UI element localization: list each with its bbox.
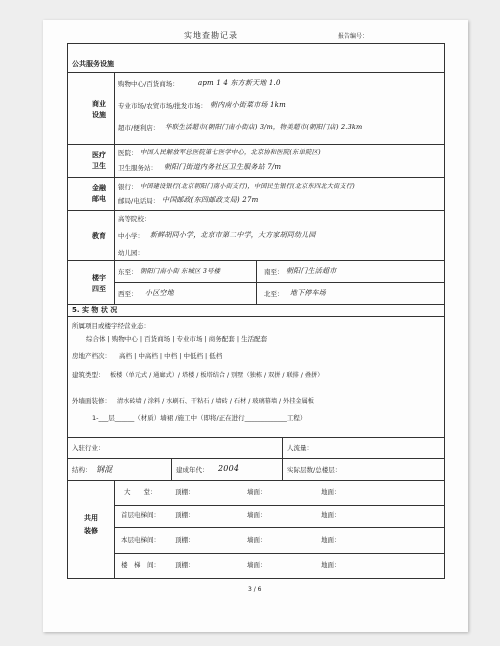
decoration-row-name: 大 堂： (124, 488, 157, 496)
kindergarten-label: 幼儿园： (118, 249, 144, 257)
facade-label: 外墙面装修： (72, 397, 111, 405)
school-value: 新鲜胡同小学，北京市第二中学，大方家胡同幼儿园 (150, 231, 316, 239)
section-title-physical: 5. 实 物 状 况 (72, 306, 118, 314)
south-label: 南至： (264, 268, 284, 276)
grade-options: 高档 | 中高档 | 中档 | 中低档 | 低档 (119, 352, 223, 360)
year-value: 2004 (218, 464, 240, 473)
page-title: 实地查勘记录 (184, 31, 238, 40)
north-value: 地下停车场 (290, 289, 326, 297)
table-rule (282, 437, 283, 458)
table-rule (67, 480, 445, 481)
decoration-ceiling-label: 顶棚： (175, 488, 195, 496)
table-rule (67, 177, 445, 178)
table-rule (67, 210, 445, 211)
mall-value: apm 1 4 东方新天地 1.0 (198, 79, 281, 87)
market-value: 朝内南小街菜市场 1km (210, 101, 286, 109)
decoration-floor-label: 地面： (321, 488, 341, 496)
floors-label: 实际层数/总楼层： (287, 466, 342, 474)
surroundings-category-label: 楼宇四至 (92, 274, 106, 293)
decoration-floor-label: 地面： (321, 511, 341, 519)
table-rule (171, 458, 172, 480)
traffic-label: 人流量： (287, 444, 313, 452)
clinic-label: 卫生服务站： (118, 164, 157, 172)
project-label: 所属项目或楼宇经营业态： (72, 322, 150, 330)
table-rule (114, 553, 445, 554)
table-rule (114, 72, 115, 304)
decoration-wall-label: 墙面： (247, 536, 267, 544)
decoration-wall-label: 墙面： (247, 561, 267, 569)
market-label: 专业市场/农贸市场/批发市场： (118, 102, 207, 110)
west-value: 小区空地 (145, 289, 174, 297)
decoration-floor-label: 地面： (321, 561, 341, 569)
school-label: 中小学： (118, 232, 144, 240)
table-rule (67, 437, 445, 438)
west-label: 西至： (118, 290, 138, 298)
table-rule (256, 260, 257, 304)
decoration-floor-label: 地面： (321, 536, 341, 544)
college-label: 高等院校： (118, 215, 151, 223)
north-label: 北至： (264, 290, 284, 298)
hospital-label: 医院： (118, 149, 138, 157)
facade-options: 清水砖墙 / 涂料 / 水刷石、干粘石 / 墙砖 / 石材 / 玻璃幕墙 / 外挂金属板 (117, 398, 314, 405)
decoration-ceiling-label: 顶棚： (175, 561, 195, 569)
report-number-label: 报告编号： (338, 33, 369, 40)
table-rule (114, 505, 445, 506)
table-rule (67, 304, 445, 305)
decoration-ceiling-label: 顶棚： (175, 511, 195, 519)
finance-category-label: 金融邮电 (92, 184, 106, 203)
bank-label: 银行： (118, 183, 138, 191)
page-number: 3 / 6 (248, 586, 262, 593)
table-rule (114, 480, 115, 579)
commerce-category-label: 商业设施 (92, 100, 106, 119)
grade-label: 房地产档次： (72, 352, 111, 360)
hospital-value: 中国人民解放军总医院第七医学中心，北京协和医院(东单院区) (140, 149, 321, 156)
facade-floor: 1-___层______（材质）墙裙 /施工中（即将/正在进行_____________工程） (92, 414, 307, 422)
table-rule (67, 144, 445, 145)
supermarket-label: 超市/便利店： (118, 124, 160, 132)
bank-value: 中国建设银行(北京朝阳门南小街支行)，中国民生银行(北京东四北大街支行) (140, 183, 355, 190)
decoration-category-label: 共用装修 (84, 514, 98, 535)
east-label: 东至： (118, 268, 138, 276)
project-options: 综合体 | 购物中心 | 百货商场 | 专业市场 | 商务配套 | 生活配套 (86, 335, 268, 343)
table-rule (67, 316, 445, 317)
section-title-public-services: 公共服务设施 (72, 60, 114, 68)
structure-label: 结构： (72, 466, 92, 474)
decoration-wall-label: 墙面： (247, 511, 267, 519)
table-rule (114, 282, 445, 283)
south-value: 朝阳门生活超市 (286, 267, 337, 275)
decoration-wall-label: 墙面： (247, 488, 267, 496)
occupant-label: 入驻行业： (72, 444, 105, 452)
table-rule (67, 72, 445, 73)
decoration-row-name: 楼 梯 间： (121, 561, 160, 569)
table-rule (67, 458, 445, 459)
clinic-value: 朝阳门街道内务社区卫生服务站 7/m (164, 163, 282, 171)
table-rule (114, 527, 445, 528)
year-label: 建成年代： (176, 466, 209, 474)
building-type-label: 建筑类型： (72, 371, 105, 379)
decoration-row-name: 本层电梯间： (121, 536, 160, 544)
decoration-ceiling-label: 顶棚： (175, 536, 195, 544)
mall-label: 购物中心/百货商场： (118, 80, 179, 88)
post-value: 中国邮政(东四邮政支局) 27m (162, 196, 259, 204)
education-category-label: 教育 (92, 232, 106, 240)
medical-category-label: 医疗卫生 (92, 151, 106, 170)
supermarket-value: 华联生活超市(朝阳门南小街店) 3/m，物美超市(朝阳门店) 2.3km (165, 123, 363, 131)
table-rule (282, 458, 283, 480)
decoration-row-name: 首层电梯间： (121, 511, 160, 519)
structure-value: 钢混 (96, 465, 113, 474)
east-value: 朝阳门南小街 东城区 3号楼 (140, 268, 221, 275)
post-label: 邮局/电话局： (118, 197, 160, 205)
building-type-options: 板楼（单元式 / 通廊式）/ 塔楼 / 板塔结合 / 别墅（独栋 / 双拼 / 联排 / 叠拼） (110, 372, 324, 379)
